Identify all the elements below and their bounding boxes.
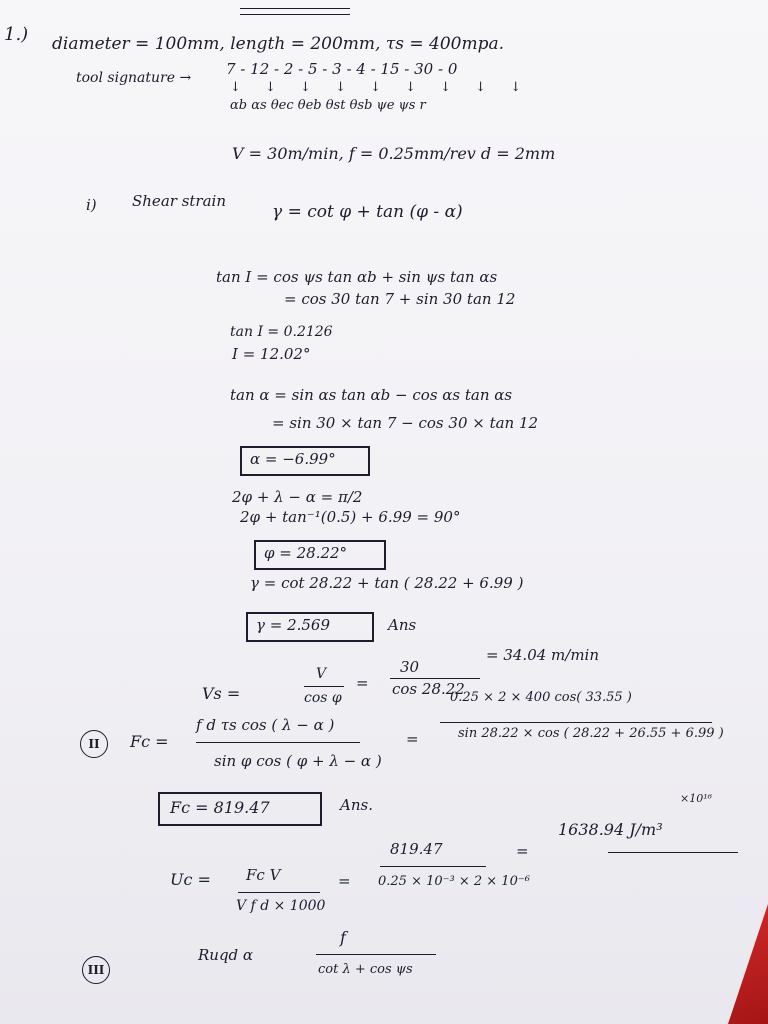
fc-lhs: Fc =	[130, 732, 169, 751]
part-3-text: Ruqd α	[198, 946, 254, 964]
vs-lhs: Vs =	[202, 684, 241, 703]
fc-fraction-bar	[196, 742, 360, 743]
part-1-title: Shear strain	[132, 192, 226, 210]
uc-equals: =	[338, 872, 351, 890]
tan-alpha-formula: tan α = sin αs tan αb − cos αs tan αs	[230, 386, 513, 404]
inclination-angle: I = 12.02°	[232, 345, 311, 363]
fc-denominator: sin φ cos ( φ + λ − α )	[214, 752, 382, 770]
fc-fraction-bar-2	[440, 722, 712, 723]
part-3-label: III	[82, 956, 110, 984]
vs-numerator: V	[316, 666, 327, 682]
tool-signature-arrows: ↓ ↓ ↓ ↓ ↓ ↓ ↓ ↓ ↓	[230, 80, 532, 95]
tool-signature-symbols: αb αs θec θeb θst θsb ψe ψs r	[230, 98, 426, 113]
fc-numerator-2: 0.25 × 2 × 400 cos( 33.55 )	[450, 690, 632, 705]
shear-strain-formula: γ = cot φ + tan (φ - α)	[272, 202, 463, 222]
uc-equals-2: =	[516, 842, 529, 860]
gamma-substitution: γ = cot 28.22 + tan ( 28.22 + 6.99 )	[250, 574, 524, 592]
uc-numerator: Fc V	[246, 866, 281, 884]
part-2-label: II	[80, 730, 108, 758]
fc-answer-label: Ans.	[340, 796, 373, 814]
question-number: 1.)	[4, 24, 29, 45]
fc-numerator: f d τs cos ( λ − α )	[196, 716, 335, 734]
vs-denominator-2: cos 28.22	[392, 680, 465, 698]
red-corner-background	[728, 904, 768, 1024]
uc-fraction-bar-2	[380, 866, 486, 867]
uc-lhs: Uc =	[170, 870, 211, 889]
uc-underline	[608, 852, 738, 853]
top-rule	[240, 8, 350, 9]
vs-fraction-bar-2	[390, 678, 480, 679]
part-3-fraction-bar	[316, 954, 436, 955]
part-3-numerator: f	[340, 928, 346, 947]
tan-alpha-substitution: = sin 30 × tan 7 − cos 30 × tan 12	[272, 414, 539, 432]
uc-denominator-2: 0.25 × 10⁻³ × 2 × 10⁻⁶	[378, 874, 530, 889]
vs-equals: =	[356, 674, 369, 692]
part-1-label: i)	[86, 196, 97, 214]
cutting-conditions: V = 30m/min, f = 0.25mm/rev d = 2mm	[232, 144, 556, 163]
shear-angle-substitution: 2φ + tan⁻¹(0.5) + 6.99 = 90°	[240, 508, 461, 526]
tool-signature-values: 7 - 12 - 2 - 5 - 3 - 4 - 15 - 30 - 0	[226, 60, 458, 78]
phi-result: φ = 28.22°	[264, 544, 348, 562]
top-rule-2	[240, 14, 350, 15]
gamma-answer-label: Ans	[388, 616, 417, 634]
tan-i-value: tan I = 0.2126	[230, 324, 333, 340]
fc-result: Fc = 819.47	[170, 798, 270, 817]
uc-fraction-bar	[238, 892, 320, 893]
vs-fraction-bar	[304, 686, 344, 687]
uc-denominator: V f d × 1000	[236, 898, 326, 914]
vs-denominator: cos φ	[304, 690, 342, 706]
gamma-result: γ = 2.569	[256, 616, 331, 634]
uc-exponent: ×10¹⁶	[680, 792, 713, 805]
vs-value: = 34.04 m/min	[486, 646, 600, 664]
given-values: diameter = 100mm, length = 200mm, τs = 400mpa.	[52, 34, 505, 54]
part-3-denominator: cot λ + cos ψs	[318, 962, 413, 977]
uc-numerator-2: 819.47	[390, 840, 443, 858]
tan-i-substitution: = cos 30 tan 7 + sin 30 tan 12	[284, 290, 516, 308]
fc-equals: =	[406, 730, 419, 748]
tool-signature-label: tool signature →	[76, 70, 192, 86]
vs-numerator-2: 30	[400, 658, 420, 676]
fc-denominator-2: sin 28.22 × cos ( 28.22 + 26.55 + 6.99 )	[458, 726, 724, 741]
uc-value: 1638.94 J/m³	[558, 820, 663, 839]
tan-i-formula: tan I = cos ψs tan αb + sin ψs tan αs	[216, 268, 498, 286]
alpha-result: α = −6.99°	[250, 450, 336, 468]
shear-angle-relation: 2φ + λ − α = π/2	[232, 488, 363, 506]
